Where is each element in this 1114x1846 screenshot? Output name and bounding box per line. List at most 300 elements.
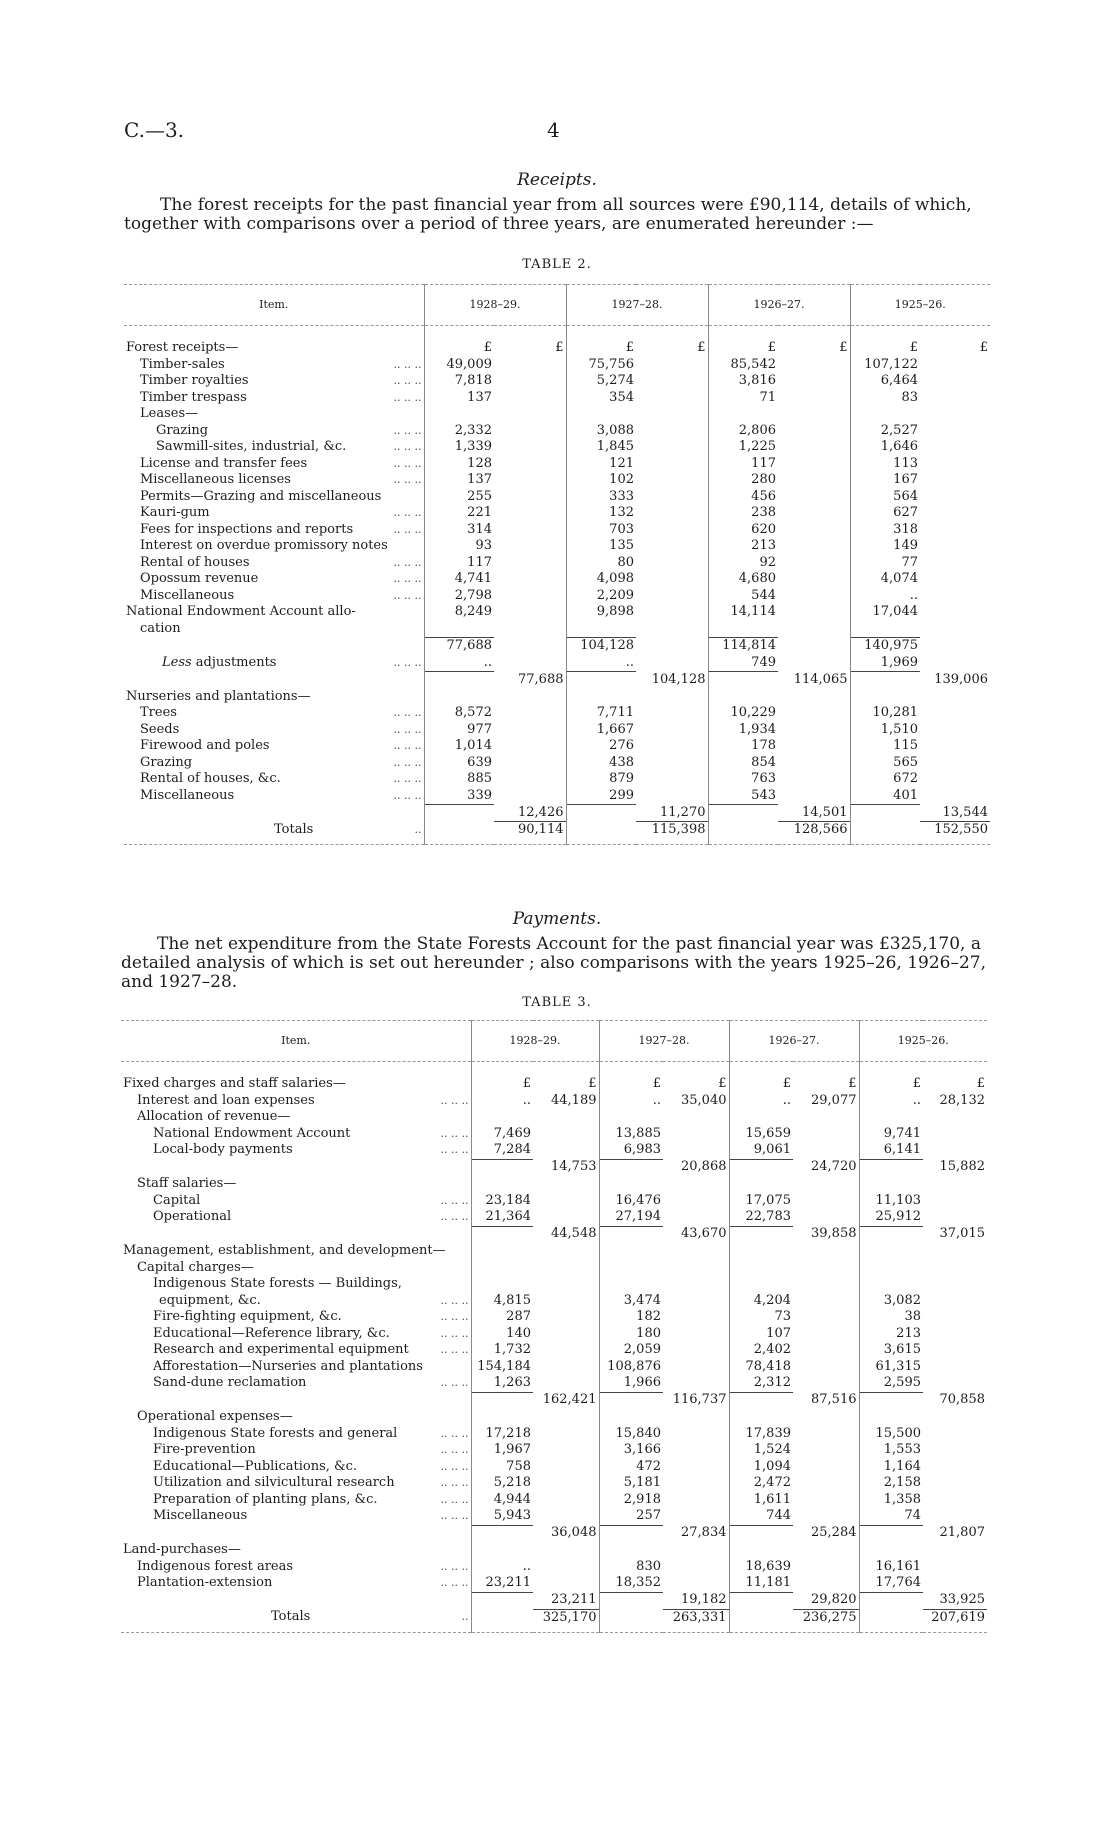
payments-cell: 43,670 (663, 1226, 729, 1243)
receipts-cell (920, 472, 990, 489)
payments-cell (859, 1409, 923, 1426)
payments-cell: £ (522, 1076, 531, 1091)
payments-cell: 17,218 (485, 1425, 531, 1441)
receipts-cell: 137 (467, 472, 492, 487)
payments-cell: 39,858 (793, 1226, 859, 1243)
receipts-cell (920, 722, 990, 739)
payments-row (121, 1126, 987, 1143)
receipts-col-item: Item. (124, 285, 424, 326)
payments-cell (533, 1293, 599, 1310)
receipts-cell (778, 472, 850, 489)
payments-cell (923, 1409, 987, 1426)
receipts-cell: 879 (609, 771, 634, 786)
receipts-cell: £ (778, 340, 850, 357)
receipts-cell: 213 (751, 538, 776, 553)
payments-row (121, 1142, 987, 1159)
payments-cell (599, 1525, 663, 1542)
payments-cell: 3,615 (883, 1342, 921, 1357)
receipts-cell (424, 689, 494, 706)
receipts-row (124, 604, 990, 621)
receipts-col-year-2: 1927–28. (566, 285, 708, 326)
payments-cell: 16,161 (875, 1558, 921, 1574)
payments-cell (599, 1176, 663, 1193)
receipts-row (124, 373, 990, 390)
receipts-cell: 49,009 (446, 356, 492, 372)
payments-cell (793, 1309, 859, 1326)
receipts-row-label: Trees .. .. .. (124, 705, 424, 722)
payments-cell: 3,166 (623, 1442, 661, 1457)
receipts-cell: 1,934 (738, 721, 776, 737)
payments-cell (859, 1226, 923, 1243)
receipts-cell (566, 805, 636, 822)
payments-cell (729, 1525, 793, 1542)
receipts-col-year-3: 1926–27. (708, 285, 850, 326)
payments-cell: 287 (506, 1309, 531, 1324)
receipts-cell (778, 522, 850, 539)
receipts-cell (920, 406, 990, 423)
payments-cell (923, 1459, 987, 1476)
payments-cell: 758 (506, 1458, 531, 1474)
payments-row (121, 1459, 987, 1476)
payments-cell: 2,059 (623, 1342, 661, 1357)
receipts-cell (778, 638, 850, 655)
receipts-cell (708, 621, 778, 638)
payments-cell: £ (782, 1076, 791, 1091)
receipts-cell (494, 638, 566, 655)
payments-cell (599, 1226, 663, 1243)
payments-cell (471, 1542, 533, 1559)
payments-cell: 1,966 (623, 1375, 661, 1390)
receipts-cell (850, 406, 920, 423)
payments-row-label: Management, establishment, and development— (121, 1243, 471, 1260)
receipts-cell (778, 406, 850, 423)
payments-row-label (121, 1592, 471, 1609)
payments-cell: 1,611 (753, 1491, 791, 1507)
receipts-totals-row (124, 822, 990, 845)
receipts-cell: 544 (751, 587, 776, 603)
payments-cell: £ (976, 1076, 985, 1091)
receipts-total-value: 152,550 (920, 822, 990, 845)
payments-cell (533, 1126, 599, 1143)
payments-row (121, 1559, 987, 1576)
payments-row-label: Fire-prevention .. .. .. (121, 1442, 471, 1459)
receipts-cell: 627 (893, 505, 918, 520)
receipts-cell: 2,332 (454, 422, 492, 438)
receipts-cell (636, 390, 708, 407)
payments-cell (793, 1375, 859, 1392)
payments-cell (793, 1176, 859, 1193)
receipts-cell: 238 (751, 505, 776, 520)
receipts-cell: 140,975 (850, 638, 920, 655)
receipts-cell (636, 373, 708, 390)
receipts-row-label: Opossum revenue .. .. .. (124, 571, 424, 588)
receipts-row-label: Permits—Grazing and miscellaneous (124, 489, 424, 506)
payments-cell (923, 1309, 987, 1326)
payments-cell (533, 1409, 599, 1426)
payments-cell (533, 1459, 599, 1476)
payments-row-label: Capital .. .. .. (121, 1193, 471, 1210)
receipts-cell (920, 505, 990, 522)
receipts-cell: 672 (893, 771, 918, 786)
payments-cell: 70,858 (939, 1392, 985, 1407)
receipts-cell: 128 (467, 455, 492, 471)
payments-cell (923, 1342, 987, 1359)
receipts-cell (636, 705, 708, 722)
receipts-cell (636, 638, 708, 655)
payments-cell: 15,882 (939, 1159, 985, 1174)
payments-cell: 1,094 (753, 1458, 791, 1474)
receipts-cell: 5,274 (596, 373, 634, 388)
receipts-cell: 885 (467, 771, 492, 786)
receipts-cell: 77,688 (494, 672, 566, 689)
receipts-cell: 1,014 (454, 738, 492, 753)
payments-cell (533, 1326, 599, 1343)
receipts-para-line-2: together with comparisons over a period of three years, are enumerated hereunder :— (124, 214, 874, 234)
receipts-cell: 113 (893, 455, 918, 471)
payments-cell (859, 1525, 923, 1542)
payments-cell (793, 1243, 859, 1260)
payments-cell: 2,402 (753, 1342, 791, 1357)
payments-cell: 180 (636, 1325, 661, 1341)
receipts-cell (636, 505, 708, 522)
payments-cell (471, 1109, 533, 1126)
payments-cell (793, 1342, 859, 1359)
receipts-row (124, 638, 990, 655)
payments-row-label: Operational expenses— (121, 1409, 471, 1426)
receipts-cell (566, 406, 636, 423)
payments-cell (533, 1359, 599, 1376)
receipts-cell: 102 (609, 472, 634, 487)
payments-caption: Payments. (512, 909, 602, 929)
payments-cell: 35,040 (663, 1093, 729, 1110)
payments-row (121, 1093, 987, 1110)
receipts-cell (708, 406, 778, 423)
receipts-cell (778, 571, 850, 588)
receipts-cell (920, 390, 990, 407)
payments-row (121, 1260, 987, 1277)
receipts-cell: 178 (751, 738, 776, 753)
payments-para-line-2: detailed analysis of which is set out hereunder ; also comparisons with the years 1925–26, 1926–27, (121, 953, 987, 973)
receipts-cell (494, 689, 566, 706)
receipts-row-label (124, 638, 424, 655)
payments-cell (729, 1226, 793, 1243)
payments-cell: 33,925 (939, 1592, 985, 1607)
receipts-cell: 115 (893, 738, 918, 753)
payments-row-label (121, 1392, 471, 1409)
receipts-cell (920, 771, 990, 788)
receipts-cell: 83 (901, 389, 918, 405)
receipts-cell (494, 705, 566, 722)
receipts-row-label: Timber trespass .. .. .. (124, 390, 424, 407)
receipts-cell (920, 604, 990, 621)
receipts-row (124, 489, 990, 506)
payments-cell: 472 (636, 1458, 661, 1474)
receipts-cell (636, 571, 708, 588)
payments-cell (533, 1276, 599, 1293)
receipts-cell (494, 755, 566, 772)
receipts-cell (566, 621, 636, 638)
payments-row-label: Interest and loan expenses .. .. .. (121, 1093, 471, 1110)
receipts-cell: 318 (893, 521, 918, 537)
payments-cell (793, 1559, 859, 1576)
receipts-cell: £ (483, 340, 492, 355)
payments-row (121, 1342, 987, 1359)
payments-cell: £ (663, 1076, 729, 1093)
payments-cell (923, 1492, 987, 1509)
receipts-cell (778, 423, 850, 440)
receipts-row-label (124, 805, 424, 822)
payments-cell: 36,048 (533, 1525, 599, 1542)
receipts-cell (850, 621, 920, 638)
payments-cell (533, 1375, 599, 1392)
receipts-cell (494, 604, 566, 621)
receipts-cell (494, 456, 566, 473)
receipts-row (124, 505, 990, 522)
receipts-cell (778, 655, 850, 672)
payments-cell: 1,524 (753, 1442, 791, 1457)
receipts-cell: 93 (475, 538, 492, 553)
receipts-cell (636, 489, 708, 506)
payments-cell: 23,184 (485, 1192, 531, 1208)
receipts-cell: 167 (893, 472, 918, 487)
payments-row (121, 1426, 987, 1443)
receipts-cell (778, 357, 850, 374)
payments-cell (471, 1226, 533, 1243)
receipts-cell (636, 771, 708, 788)
payments-cell (533, 1260, 599, 1277)
payments-row (121, 1159, 987, 1176)
payments-cell (471, 1409, 533, 1426)
payments-cell: 78,418 (745, 1358, 791, 1374)
payments-cell (793, 1475, 859, 1492)
payments-cell (471, 1260, 533, 1277)
payments-cell (471, 1392, 533, 1409)
payments-cell: 18,352 (615, 1575, 661, 1590)
payments-cell (663, 1559, 729, 1576)
payments-cell (793, 1193, 859, 1210)
receipts-row (124, 705, 990, 722)
payments-cell (533, 1309, 599, 1326)
receipts-row (124, 571, 990, 588)
receipts-cell: 71 (759, 389, 776, 405)
payments-row (121, 1309, 987, 1326)
receipts-cell (566, 672, 636, 689)
payments-cell (533, 1475, 599, 1492)
receipts-cell: 85,542 (730, 356, 776, 372)
receipts-row-label: Less adjustments .. .. .. (124, 655, 424, 672)
receipts-paragraph (124, 196, 990, 234)
payments-cell (471, 1276, 533, 1293)
receipts-row-label (124, 672, 424, 689)
receipts-cell (920, 755, 990, 772)
receipts-cell (494, 406, 566, 423)
payments-row (121, 1076, 987, 1093)
payments-cell: 74 (904, 1508, 921, 1523)
receipts-cell: 6,464 (880, 373, 918, 388)
receipts-cell: 703 (609, 521, 634, 537)
payments-cell: 6,141 (883, 1142, 921, 1157)
receipts-cell (778, 505, 850, 522)
receipts-row (124, 788, 990, 805)
payments-cell (729, 1542, 793, 1559)
payments-cell: 7,469 (493, 1125, 531, 1141)
receipts-row (124, 689, 990, 706)
receipts-cell: 14,114 (730, 604, 776, 619)
payments-cell (793, 1126, 859, 1143)
payments-row (121, 1375, 987, 1392)
receipts-cell (778, 555, 850, 572)
receipts-cell (494, 771, 566, 788)
payments-cell (859, 1260, 923, 1277)
receipts-row-label: Fees for inspections and reports .. .. .. (124, 522, 424, 539)
receipts-cell: 565 (893, 754, 918, 770)
payments-cell (793, 1409, 859, 1426)
receipts-cell (778, 390, 850, 407)
payments-row-label: Fire-fighting equipment, &c. .. .. .. (121, 1309, 471, 1326)
receipts-cell (778, 738, 850, 755)
receipts-cell: 77 (901, 554, 918, 570)
receipts-row-label: Seeds .. .. .. (124, 722, 424, 739)
payments-cell: 2,312 (753, 1375, 791, 1390)
payments-cell (663, 1309, 729, 1326)
receipts-cell (920, 588, 990, 605)
payments-cell: .. (522, 1558, 531, 1574)
receipts-cell: 2,798 (454, 587, 492, 603)
receipts-cell (920, 738, 990, 755)
payments-cell: .. (782, 1092, 791, 1108)
receipts-cell: 7,818 (454, 373, 492, 388)
receipts-cell (920, 621, 990, 638)
payments-cell (599, 1592, 663, 1609)
receipts-row-label: Timber royalties .. .. .. (124, 373, 424, 390)
payments-cell (599, 1243, 663, 1260)
payments-cell: 16,476 (615, 1192, 661, 1208)
receipts-cell: 280 (751, 472, 776, 487)
payments-cell: 3,474 (623, 1292, 661, 1308)
payments-cell (793, 1459, 859, 1476)
payments-row (121, 1276, 987, 1293)
payments-row (121, 1226, 987, 1243)
payments-cell: 14,753 (533, 1159, 599, 1176)
receipts-row-label: Leases— (124, 406, 424, 423)
payments-cell (533, 1243, 599, 1260)
payments-cell (923, 1193, 987, 1210)
payments-cell (663, 1426, 729, 1443)
receipts-cell: 92 (759, 554, 776, 570)
receipts-cell (424, 805, 494, 822)
receipts-row (124, 439, 990, 456)
payments-cell: 29,077 (793, 1093, 859, 1110)
payments-row-label: Miscellaneous .. .. .. (121, 1508, 471, 1525)
payments-row-label: Operational .. .. .. (121, 1209, 471, 1226)
payments-cell: 25,912 (875, 1209, 921, 1224)
payments-row-label: Capital charges— (121, 1260, 471, 1277)
payments-cell (533, 1575, 599, 1592)
payments-cell: .. (652, 1092, 661, 1108)
receipts-cell (636, 588, 708, 605)
payments-cell: 1,358 (883, 1491, 921, 1507)
receipts-cell: .. (625, 654, 634, 670)
receipts-cell (850, 805, 920, 822)
payments-col-item: Item. (121, 1021, 471, 1062)
payments-cell: 3,082 (883, 1292, 921, 1308)
payments-row (121, 1176, 987, 1193)
receipts-cell (494, 505, 566, 522)
receipts-cell: £ (625, 340, 634, 355)
receipts-row (124, 472, 990, 489)
receipts-cell (494, 571, 566, 588)
payments-cell: 44,548 (533, 1226, 599, 1243)
receipts-cell (494, 738, 566, 755)
receipts-cell: 139,006 (934, 671, 988, 687)
receipts-row-label: Miscellaneous .. .. .. (124, 788, 424, 805)
receipts-cell: 1,339 (454, 439, 492, 454)
receipts-cell (778, 771, 850, 788)
payments-row-label: Sand-dune reclamation .. .. .. (121, 1375, 471, 1392)
payments-col-year-2: 1927–28. (599, 1021, 729, 1062)
receipts-cell: 2,806 (738, 422, 776, 438)
payments-totals-row (121, 1609, 987, 1632)
receipts-cell (494, 423, 566, 440)
receipts-cell: 75,756 (588, 356, 634, 372)
payments-cell (663, 1126, 729, 1143)
receipts-cell (778, 689, 850, 706)
payments-cell (599, 1409, 663, 1426)
payments-cell (533, 1559, 599, 1576)
payments-cell (729, 1392, 793, 1409)
receipts-cell (920, 423, 990, 440)
payments-cell: 28,132 (939, 1092, 985, 1108)
payments-cell: 15,500 (875, 1425, 921, 1441)
receipts-cell: 14,501 (778, 805, 850, 822)
receipts-cell: 221 (467, 505, 492, 520)
receipts-row-label: cation (124, 621, 424, 638)
payments-row-label: Indigenous forest areas .. .. .. (121, 1559, 471, 1576)
receipts-cell (778, 373, 850, 390)
payments-cell (729, 1276, 793, 1293)
payments-cell: 2,918 (623, 1491, 661, 1507)
receipts-spacer-row (124, 326, 990, 341)
receipts-cell: 137 (467, 389, 492, 405)
payments-cell: £ (533, 1076, 599, 1093)
payments-cell: 6,983 (623, 1142, 661, 1157)
receipts-row-label: Miscellaneous .. .. .. (124, 588, 424, 605)
payments-cell: 108,876 (607, 1358, 661, 1374)
receipts-cell (636, 406, 708, 423)
receipts-cell (920, 689, 990, 706)
receipts-row (124, 722, 990, 739)
payments-cell (859, 1243, 923, 1260)
receipts-cell: £ (979, 340, 988, 355)
receipts-cell: £ (494, 340, 566, 357)
receipts-cell (494, 373, 566, 390)
payments-cell (663, 1575, 729, 1592)
payments-cell (533, 1492, 599, 1509)
payments-cell (729, 1243, 793, 1260)
payments-cell (729, 1260, 793, 1277)
payments-cell: 162,421 (533, 1392, 599, 1409)
payments-cell: 830 (636, 1558, 661, 1574)
payments-row-label: Preparation of planting plans, &c. .. .. .. (121, 1492, 471, 1509)
payments-cell (923, 1559, 987, 1576)
payments-cell: 5,181 (623, 1475, 661, 1490)
payments-cell: 116,737 (663, 1392, 729, 1409)
receipts-cell (636, 472, 708, 489)
payments-cell: 4,204 (753, 1292, 791, 1308)
payments-cell (729, 1109, 793, 1126)
receipts-cell: 17,044 (872, 604, 918, 619)
payments-cell (793, 1575, 859, 1592)
